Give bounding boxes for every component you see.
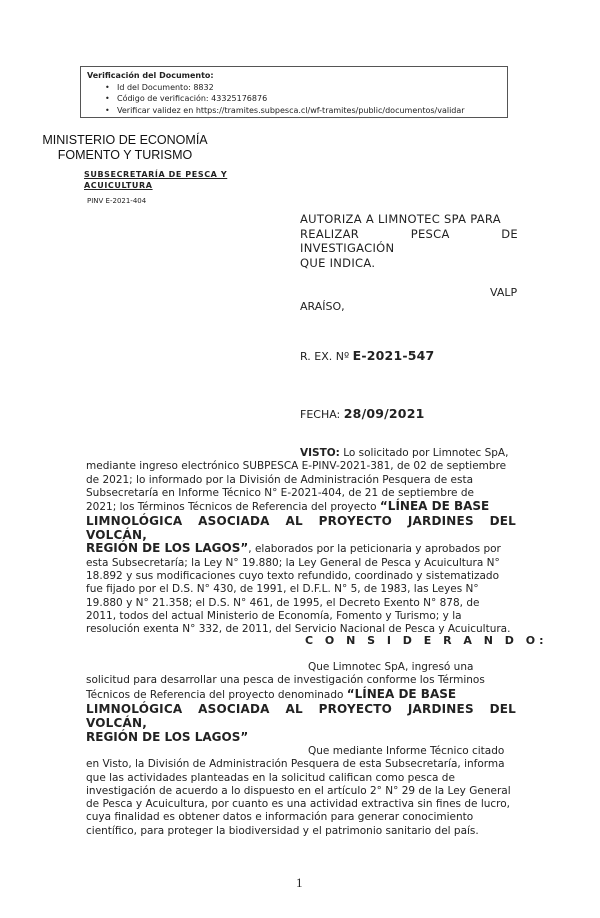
verification-link[interactable]: • Verificar validez en https://tramites.subpesca.cl/wf-tramites/public/documentos/validar — [117, 105, 501, 117]
considerando-paragraph-1 — [86, 661, 516, 744]
verification-title: Verificación del Documento: — [87, 71, 214, 80]
resolution-value: E-2021-547 — [352, 348, 435, 363]
considerando-1-first: Que Limnotec SpA, ingresó una — [308, 661, 474, 673]
project-name-2: LIMNOLÓGICA ASOCIADA AL PROYECTO JARDINES DEL VOLCÁN, — [86, 701, 516, 730]
verification-box — [80, 66, 508, 118]
verification-list — [87, 82, 501, 117]
place-part-2: ARAÍSO, — [300, 300, 345, 313]
considerando-title: C O N S I D E R A N D O: — [305, 634, 548, 647]
considerando-line: solicitud para desarrollar una pesca de investigación conforme los Términos — [86, 674, 485, 687]
visto-intro-line — [86, 447, 516, 460]
verification-item: • Id del Documento: 8832 — [117, 82, 501, 94]
considerando-line: investigación de acuerdo a lo dispuesto en el artículo 2° N° 29 de la Ley General — [86, 784, 511, 797]
visto-line: Subsecretaría en Informe Técnico N° E-2021-404, de 21 de septiembre de — [86, 486, 474, 499]
verification-item: • Código de verificación: 43325176876 — [117, 93, 501, 105]
considerando-2-first: Que mediante Informe Técnico citado — [308, 745, 505, 757]
subsecretaria-line-1: SUBSECRETARÍA DE PESCA Y — [84, 170, 228, 179]
considerando-line: cuya finalidad es obtener datos e información para generar conocimiento — [86, 811, 474, 824]
ministry-header — [30, 133, 220, 163]
visto-after-project: , elaborados por la peticionaria y aprobados por — [248, 543, 501, 556]
visto-intro: Lo solicitado por Limnotec SpA, — [343, 447, 509, 459]
visto-line: 2011, todos del actual Ministerio de Economía, Fomento y Turismo; y la — [86, 609, 462, 622]
subject-line-3: QUE INDICA. — [300, 255, 376, 270]
resolution-number — [300, 348, 434, 363]
resolution-label: R. EX. Nº — [300, 350, 350, 363]
visto-line: fue fijado por el D.S. N° 430, de 1991, el D.F.L. N° 5, de 1983, las Leyes N° — [86, 583, 479, 596]
considerando-line: en Visto, la División de Administración Pesquera de esta Subsecretaría, informa — [86, 758, 505, 771]
page-number: 1 — [296, 875, 303, 890]
date-label: FECHA: — [300, 408, 341, 421]
project-name-3: REGIÓN DE LOS LAGOS” — [86, 541, 249, 556]
project-name-2: LIMNOLÓGICA ASOCIADA AL PROYECTO JARDINES DEL VOLCÁN, — [86, 514, 516, 543]
subject-line-1: AUTORIZA A LIMNOTEC SPA PARA — [300, 212, 501, 226]
document-date — [300, 406, 425, 421]
document-subject — [300, 212, 518, 270]
visto-label: VISTO: — [300, 447, 340, 459]
ministry-line-2: FOMENTO Y TURISMO — [57, 148, 193, 162]
considerando-line: que las actividades planteadas en la solicitud califican como pesca de — [86, 771, 455, 784]
subsecretaria-header — [84, 169, 227, 191]
visto-line: resolución exenta N° 332, de 2011, del Servicio Nacional de Pesca y Acuicultura. — [86, 623, 511, 636]
pinv-reference: PINV E-2021-404 — [87, 197, 147, 205]
visto-line: 18.892 y sus modificaciones cuyo texto refundido, coordinado y sistematizado — [86, 570, 500, 583]
subject-line-2: REALIZAR PESCA DE INVESTIGACIÓN — [300, 226, 518, 255]
visto-line: mediante ingreso electrónico SUBPESCA E-PINV-2021-381, de 02 de septiembre — [86, 460, 507, 473]
visto-section — [86, 447, 516, 637]
project-name-1: “LÍNEA DE BASE — [379, 499, 490, 514]
ministry-line-1: MINISTERIO DE ECONOMÍA — [42, 133, 208, 147]
visto-line: 19.880 y N° 21.358; el D.S. N° 461, de 1995, el Decreto Exento N° 878, de — [86, 596, 480, 609]
visto-project-line — [86, 542, 516, 556]
considerando-line: científico, para proteger la biodiversidad y el patrimonio sanitario del país. — [86, 824, 479, 837]
project-name-3: REGIÓN DE LOS LAGOS” — [86, 729, 249, 744]
place-part-1: VALP — [490, 286, 518, 299]
subsecretaria-line-2: ACUICULTURA — [84, 181, 153, 190]
considerando-paragraph-2 — [86, 745, 516, 838]
project-name-1: “LÍNEA DE BASE — [346, 686, 457, 701]
visto-line-text: 2021; los Términos Técnicos de Referencia del proyecto — [86, 501, 377, 514]
date-value: 28/09/2021 — [343, 406, 425, 421]
considerando-line-text: Técnicos de Referencia del proyecto denominado — [86, 688, 344, 701]
considerando-line: de Pesca y Acuicultura, por cuanto es una actividad extractiva sin fines de lucro, — [86, 798, 511, 811]
visto-line — [86, 500, 516, 514]
visto-line: de 2021; lo informado por la División de Administración Pesquera de esta — [86, 473, 474, 486]
considerando-line — [86, 688, 516, 702]
visto-line: esta Subsecretaría; la Ley N° 19.880; la Ley General de Pesca y Acuicultura N° — [86, 556, 500, 569]
